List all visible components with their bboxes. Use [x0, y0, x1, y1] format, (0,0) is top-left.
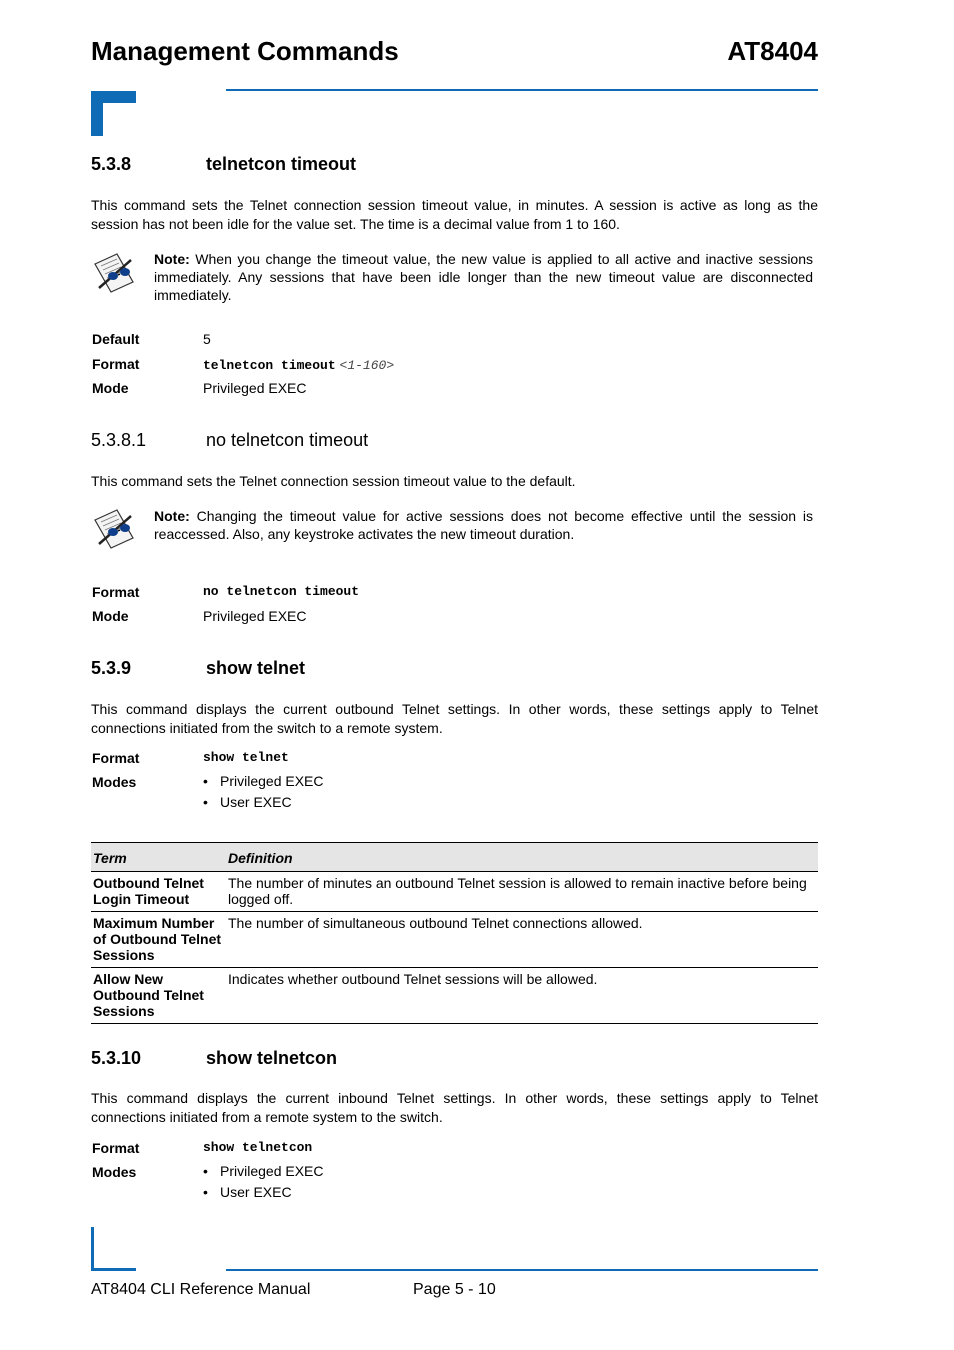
section-description: This command displays the current outbound Telnet settings. In other words, these settings apply to Telnet connections initiated from the switch to a remote system.: [91, 701, 818, 736]
format-value: [203, 355, 394, 375]
footer-corner-mark: [91, 1268, 136, 1271]
section-description: This command displays the current inbound Telnet settings. In other words, these settings apply to Telnet connections initiated from a remote system to the switch.: [91, 1090, 818, 1125]
modes-list: [203, 1161, 324, 1203]
note-body: When you change the timeout value, the new value is applied to all active and inactive sessions immediately. Any sessions that have been idle longer than the new timeout value are disconnected immediately.: [154, 251, 813, 303]
mode-label: Mode: [92, 608, 129, 624]
format-command: telnetcon timeout: [203, 358, 336, 373]
section-number: 5.3.8: [91, 154, 132, 174]
section-description: This command sets the Telnet connection session timeout value, in minutes. A session is active as long as the session has not been idle for the value set. The time is a decimal value from 1 to 160.: [91, 197, 818, 232]
list-item: • Privileged EXEC: [203, 1161, 324, 1182]
format-command: show telnet: [203, 750, 289, 765]
note-pencil-icon: [91, 252, 137, 294]
term-cell: Outbound Telnet Login Timeout: [91, 872, 226, 912]
modes-list: [203, 771, 324, 813]
section-title: no telnetcon timeout: [206, 430, 369, 450]
footer-rule: [226, 1269, 818, 1271]
default-label: Default: [92, 331, 140, 347]
note-label: Note:: [154, 508, 190, 524]
table-row: [91, 872, 818, 912]
footer-page-number: Page 5 - 10: [413, 1281, 496, 1298]
format-parameter: <1-160>: [339, 358, 395, 373]
header-title: Management Commands: [91, 36, 399, 66]
note-body: Changing the timeout value for active sessions does not become effective until the session is reaccessed. Also, any keystroke activates the new timeout duration.: [154, 508, 813, 542]
header-rule: [226, 89, 818, 91]
header-corner-mark: [91, 91, 136, 136]
format-label: Format: [92, 1140, 140, 1156]
modes-label: Modes: [92, 1164, 137, 1180]
column-header-definition: Definition: [226, 843, 818, 872]
footer-manual-title: AT8404 CLI Reference Manual: [91, 1281, 311, 1298]
format-label: Format: [92, 584, 140, 600]
mode-value: Privileged EXEC: [203, 608, 307, 624]
table-row: [91, 912, 818, 968]
modes-label: Modes: [92, 774, 137, 790]
section-title: show telnetcon: [206, 1048, 338, 1068]
definition-cell: Indicates whether outbound Telnet sessions will be allowed.: [226, 968, 818, 1024]
section-title: show telnet: [206, 658, 306, 678]
format-label: Format: [92, 356, 140, 372]
definition-cell: The number of simultaneous outbound Telnet connections allowed.: [226, 912, 818, 968]
column-header-term: Term: [91, 843, 226, 872]
section-number: 5.3.10: [91, 1048, 142, 1068]
list-item: • User EXEC: [203, 1182, 324, 1203]
table-row: [91, 968, 818, 1024]
note-text: [154, 507, 813, 543]
note-label: Note:: [154, 251, 190, 267]
section-number: 5.3.8.1: [91, 430, 147, 450]
mode-label: Mode: [92, 380, 129, 396]
list-item: • Privileged EXEC: [203, 771, 324, 792]
default-value: 5: [203, 331, 211, 347]
format-command: no telnetcon timeout: [203, 584, 360, 599]
list-item: • User EXEC: [203, 792, 324, 813]
mode-value: Privileged EXEC: [203, 380, 307, 396]
definition-cell: The number of minutes an outbound Telnet session is allowed to remain inactive before being logged off.: [226, 872, 818, 912]
section-number: 5.3.9: [91, 658, 132, 678]
term-cell: Maximum Number of Outbound Telnet Sessions: [91, 912, 226, 968]
table-header-row: [91, 843, 818, 872]
definitions-table: [91, 842, 818, 1024]
header-product: AT8404: [727, 36, 818, 66]
term-cell: Allow New Outbound Telnet Sessions: [91, 968, 226, 1024]
section-description: This command sets the Telnet connection session timeout value to the default.: [91, 473, 576, 489]
section-title: telnetcon timeout: [206, 154, 357, 174]
note-pencil-icon: [91, 508, 137, 550]
format-command: show telnetcon: [203, 1140, 313, 1155]
footer-corner-mark: [91, 1227, 94, 1271]
format-label: Format: [92, 750, 140, 766]
note-text: [154, 250, 813, 304]
